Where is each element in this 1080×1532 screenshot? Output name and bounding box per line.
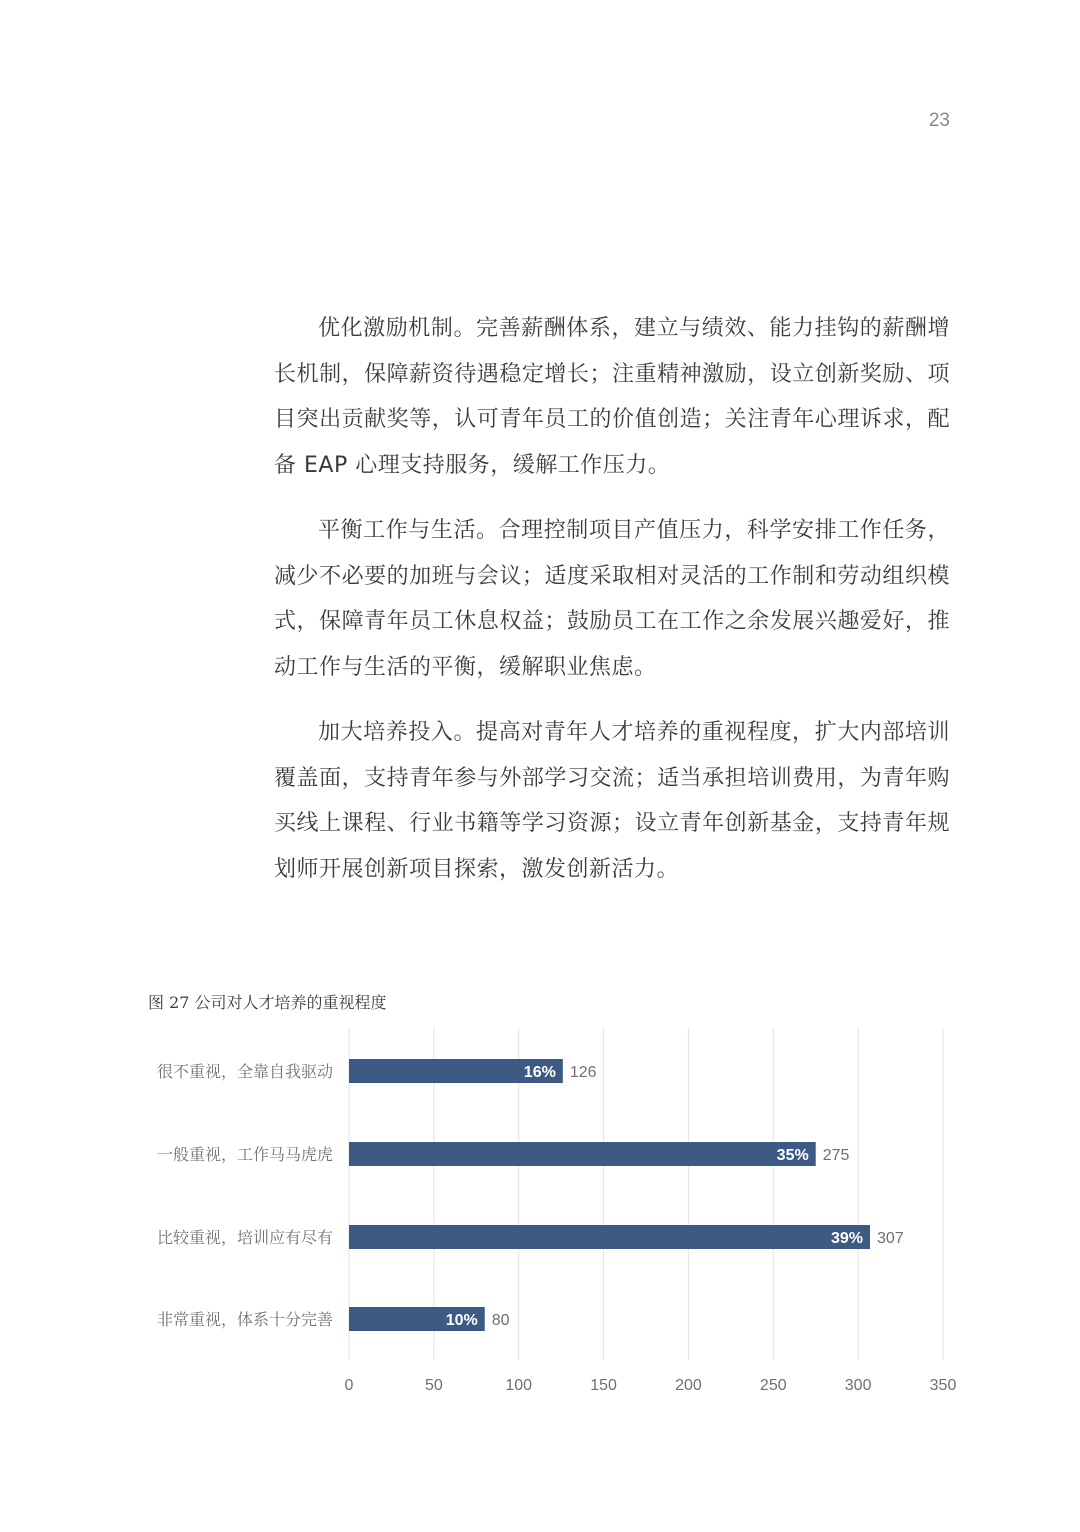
x-tick-label: 50 <box>424 1377 443 1394</box>
paragraph-incentive: 优化激励机制。完善薪酬体系，建立与绩效、能力挂钩的薪酬增长机制，保障薪资待遇稳定增长；注重精神激励，设立创新奖励、项目突出贡献奖等，认可青年员工的价值创造；关注青年心理诉求，配备 EAP 心理支持服务，缓解工作压力。 <box>274 316 950 478</box>
bar <box>349 1225 870 1249</box>
x-tick-label: 100 <box>505 1377 533 1394</box>
x-tick-label: 250 <box>759 1377 787 1394</box>
x-tick-label: 350 <box>929 1377 957 1394</box>
category-label: 非常重视，体系十分完善 <box>156 1310 333 1329</box>
x-tick-label: 150 <box>590 1377 617 1394</box>
paragraph-training: 加大培养投入。提高对青年人才培养的重视程度，扩大内部培训覆盖面，支持青年参与外部学习交流；适当承担培训费用，为青年购买线上课程、行业书籍等学习资源；设立青年创新基金，支持青年规划师开展创新项目探索，激发创新活力。 <box>274 720 950 882</box>
paragraph-work-life: 平衡工作与生活。合理控制项目产值压力，科学安排工作任务，减少不必要的加班与会议；适度采取相对灵活的工作制和劳动组织模式，保障青年员工休息权益；鼓励员工在工作之余发展兴趣爱好，推动工作与生活的平衡，缓解职业焦虑。 <box>274 518 950 680</box>
category-label: 一般重视，工作马马虎虎 <box>156 1145 333 1164</box>
category-label: 比较重视，培训应有尽有 <box>156 1228 333 1247</box>
bar <box>349 1142 816 1166</box>
figure-caption: 图 27 公司对人才培养的重视程度 <box>148 993 387 1012</box>
percent-label: 16% <box>523 1064 556 1081</box>
x-tick-label: 300 <box>844 1377 872 1394</box>
value-label: 80 <box>491 1312 510 1329</box>
percent-label: 35% <box>776 1147 809 1164</box>
value-label: 126 <box>569 1064 597 1081</box>
category-label: 很不重视，全靠自我驱动 <box>156 1062 333 1081</box>
x-tick-label: 200 <box>675 1377 702 1394</box>
percent-label: 39% <box>830 1230 864 1247</box>
page-number: 23 <box>928 110 950 131</box>
x-tick-label: 0 <box>344 1377 354 1394</box>
value-label: 307 <box>877 1230 904 1247</box>
percent-label: 10% <box>445 1312 478 1329</box>
value-label: 275 <box>822 1147 850 1164</box>
